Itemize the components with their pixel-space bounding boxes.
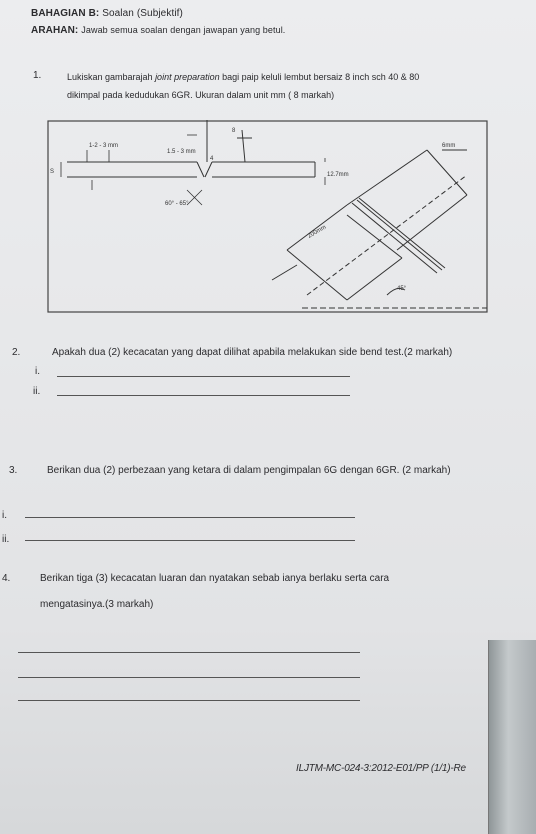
annotation: 12.7mm xyxy=(327,172,349,178)
question-1-text-line2: dikimpal pada kedudukan 6GR. Ukuran dalam unit mm ( 8 markah) xyxy=(67,90,335,100)
annotation: 45° xyxy=(397,286,407,292)
annotation: 6mm xyxy=(442,143,456,149)
question-2-text: Apakah dua (2) kecacatan yang dapat dilihat apabila melakukan side bend test.(2 markah) xyxy=(52,347,453,358)
annotation: 60° - 65° xyxy=(165,201,189,207)
q1-text-part: Lukiskan gambarajah xyxy=(67,72,156,82)
diagram-frame xyxy=(48,121,487,312)
annotation: 1.5 - 3 mm xyxy=(167,149,196,155)
annotation: 1-2 - 3 mm xyxy=(89,143,119,149)
question-3-answer-label: i. xyxy=(2,510,7,521)
question-2-answer-line[interactable] xyxy=(57,376,350,377)
question-4-answer-line[interactable] xyxy=(18,700,360,701)
question-4-text-line1: Berikan tiga (3) kecacatan luaran dan nyatakan sebab ianya berlaku serta cara xyxy=(40,573,390,584)
question-2-answer-label: ii. xyxy=(33,386,41,397)
instruction-value: Jawab semua soalan dengan jawapan yang betul. xyxy=(81,25,286,35)
q1-text-part: bagi paip keluli lembut bersaiz 8 inch sch 40 & 80 xyxy=(219,72,420,82)
section-value: Soalan (Subjektif) xyxy=(102,8,183,19)
instruction-label: ARAHAN: xyxy=(31,25,79,36)
annotation: 200mm xyxy=(307,224,328,240)
question-1-number: 1. xyxy=(33,70,42,81)
question-3-answer-label: ii. xyxy=(2,534,10,545)
question-3-answer-line[interactable] xyxy=(25,540,355,541)
question-4-number: 4. xyxy=(2,573,11,584)
joint-preparation-diagram xyxy=(47,120,488,313)
question-3-number: 3. xyxy=(9,465,18,476)
document-code: ILJTM-MC-024-3:2012-E01/PP (1/1)-Re xyxy=(296,763,466,774)
annotation: S xyxy=(50,169,55,175)
question-2-number: 2. xyxy=(12,347,21,358)
q1-text-italic: joint preparation xyxy=(155,72,220,82)
annotation: 8 xyxy=(232,128,236,134)
question-4-answer-line[interactable] xyxy=(18,652,360,653)
instruction-heading xyxy=(31,25,285,36)
question-2-answer-line[interactable] xyxy=(57,395,350,396)
section-heading xyxy=(31,8,183,19)
question-3-text: Berikan dua (2) perbezaan yang ketara di dalam pengimpalan 6G dengan 6GR. (2 markah) xyxy=(47,465,451,476)
question-3-answer-line[interactable] xyxy=(25,517,355,518)
question-4-text-line2: mengatasinya.(3 markah) xyxy=(40,599,154,610)
section-label: BAHAGIAN B: xyxy=(31,8,100,19)
question-1-text-line1 xyxy=(67,72,419,82)
question-2-answer-label: i. xyxy=(35,366,40,377)
background-object xyxy=(488,640,536,834)
angled-pipe-section xyxy=(272,150,487,308)
question-4-answer-line[interactable] xyxy=(18,677,360,678)
annotation: 4 xyxy=(210,156,214,162)
